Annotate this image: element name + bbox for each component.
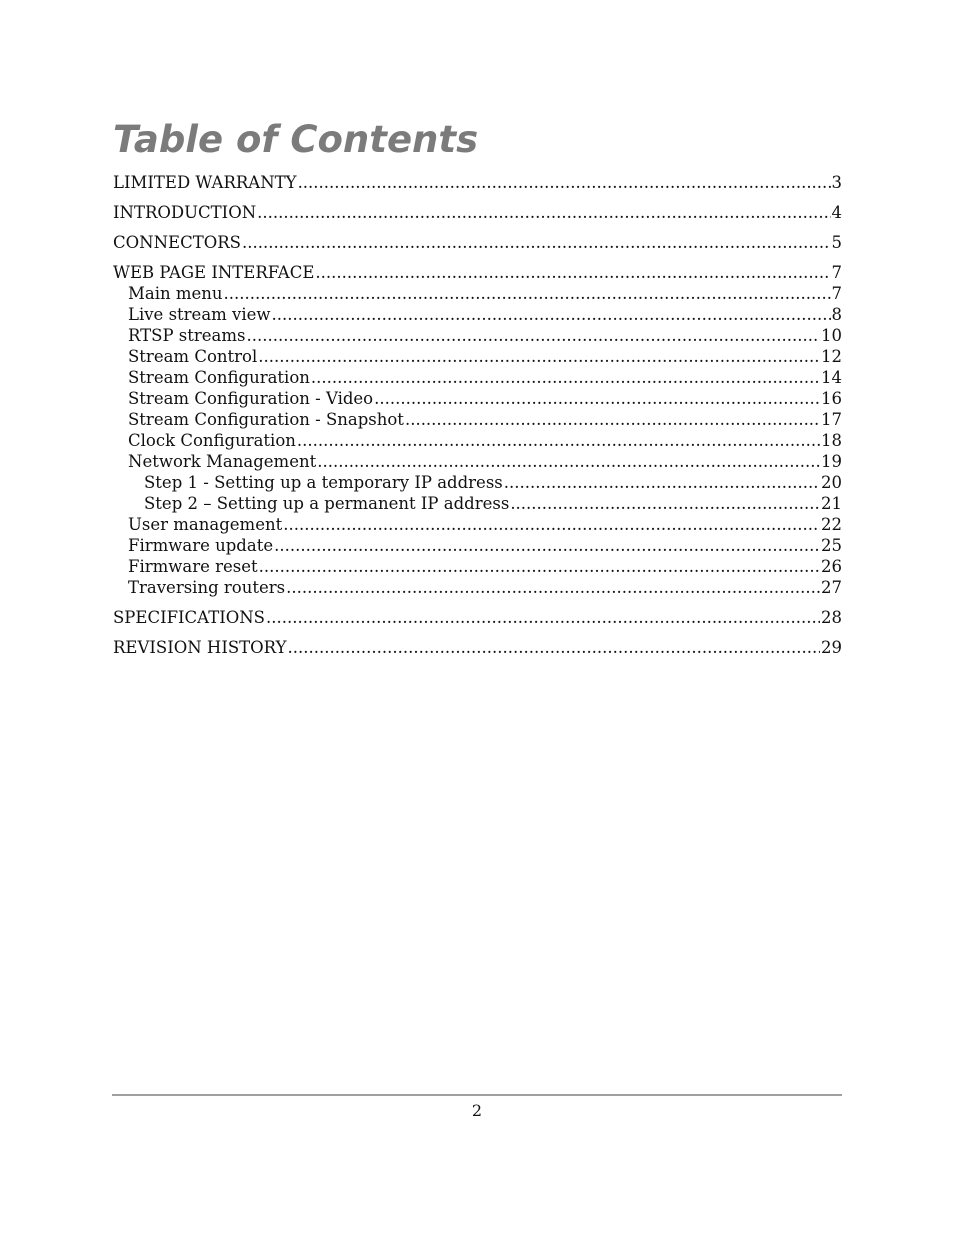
toc-dot-leader [259,556,820,577]
toc-entry[interactable] [113,577,842,598]
toc-entry-page: 22 [821,515,842,534]
toc-entry-page: 7 [831,284,842,303]
toc-dot-leader [504,472,820,493]
toc-entry-page: 14 [821,368,842,387]
toc-dot-leader [247,325,821,346]
toc-entry-label: LIMITED WARRANTY [113,173,297,192]
toc-entry-label: Clock Configuration [128,431,296,450]
toc-entry-page: 19 [821,452,842,471]
toc-entry[interactable] [113,232,842,253]
toc-entry-label: Main menu [128,284,223,303]
toc-entry[interactable] [113,637,842,658]
toc-entry-page: 17 [821,410,842,429]
toc-dot-leader [286,577,820,598]
toc-entry-label: Stream Configuration - Video [128,389,374,408]
toc-dot-leader [258,346,820,367]
toc-dot-leader [317,451,820,472]
toc-dot-leader [274,535,820,556]
toc-entry[interactable] [113,202,842,223]
page-title: Table of Contents [113,118,479,161]
toc-entry-page: 29 [821,638,842,657]
toc-entry[interactable] [113,472,842,493]
toc-entry-page: 8 [831,305,842,324]
toc-entry-label: Stream Configuration - Snapshot [128,410,404,429]
table-of-contents [113,172,842,658]
toc-entry-label: WEB PAGE INTERFACE [113,263,315,282]
toc-entry-label: RTSP streams [128,326,246,345]
toc-entry-label: SPECIFICATIONS [113,608,265,627]
toc-dot-leader [298,172,831,193]
toc-entry[interactable] [113,304,842,325]
toc-entry[interactable] [113,367,842,388]
toc-entry-label: Network Management [128,452,317,471]
toc-entry[interactable] [113,535,842,556]
toc-entry-label: REVISION HISTORY [113,638,287,657]
toc-entry-page: 27 [821,578,842,597]
toc-entry-page: 21 [821,494,842,513]
toc-entry-label: Stream Control [128,347,258,366]
toc-dot-leader [297,430,820,451]
toc-entry[interactable] [113,556,842,577]
toc-dot-leader [374,388,820,409]
toc-entry-page: 20 [821,473,842,492]
toc-entry[interactable] [113,430,842,451]
toc-dot-leader [315,262,830,283]
toc-entry[interactable] [113,346,842,367]
toc-entry-label: Stream Configuration [128,368,310,387]
toc-entry[interactable] [113,607,842,628]
toc-dot-leader [224,283,831,304]
toc-dot-leader [510,493,820,514]
toc-entry-page: 25 [821,536,842,555]
toc-entry-page: 4 [831,203,842,222]
toc-entry[interactable] [113,451,842,472]
toc-dot-leader [257,202,830,223]
toc-entry-label: Firmware reset [128,557,258,576]
toc-entry-label: Step 2 – Setting up a permanent IP address [144,494,510,513]
toc-dot-leader [287,637,820,658]
toc-entry-page: 12 [821,347,842,366]
toc-dot-leader [272,304,831,325]
toc-dot-leader [283,514,820,535]
toc-entry[interactable] [113,283,842,304]
toc-dot-leader [405,409,820,430]
toc-entry-label: Step 1 - Setting up a temporary IP address [144,473,503,492]
toc-dot-leader [311,367,820,388]
toc-dot-leader [242,232,831,253]
toc-dot-leader [266,607,820,628]
toc-entry-page: 26 [821,557,842,576]
toc-entry-page: 18 [821,431,842,450]
toc-entry-page: 16 [821,389,842,408]
toc-entry-page: 7 [831,263,842,282]
toc-entry[interactable] [113,409,842,430]
toc-entry-label: User management [128,515,283,534]
toc-entry-label: Traversing routers [128,578,286,597]
toc-entry-label: Firmware update [128,536,274,555]
toc-entry-page: 3 [831,173,842,192]
toc-entry-page: 10 [821,326,842,345]
toc-entry[interactable] [113,172,842,193]
toc-entry-page: 28 [821,608,842,627]
toc-entry[interactable] [113,262,842,283]
toc-entry[interactable] [113,325,842,346]
page-number: 2 [471,1101,483,1120]
footer-divider [112,1094,842,1096]
toc-entry[interactable] [113,388,842,409]
toc-entry[interactable] [113,514,842,535]
toc-entry[interactable] [113,493,842,514]
toc-entry-page: 5 [831,233,842,252]
toc-entry-label: Live stream view [128,305,271,324]
toc-entry-label: INTRODUCTION [113,203,257,222]
toc-entry-label: CONNECTORS [113,233,241,252]
